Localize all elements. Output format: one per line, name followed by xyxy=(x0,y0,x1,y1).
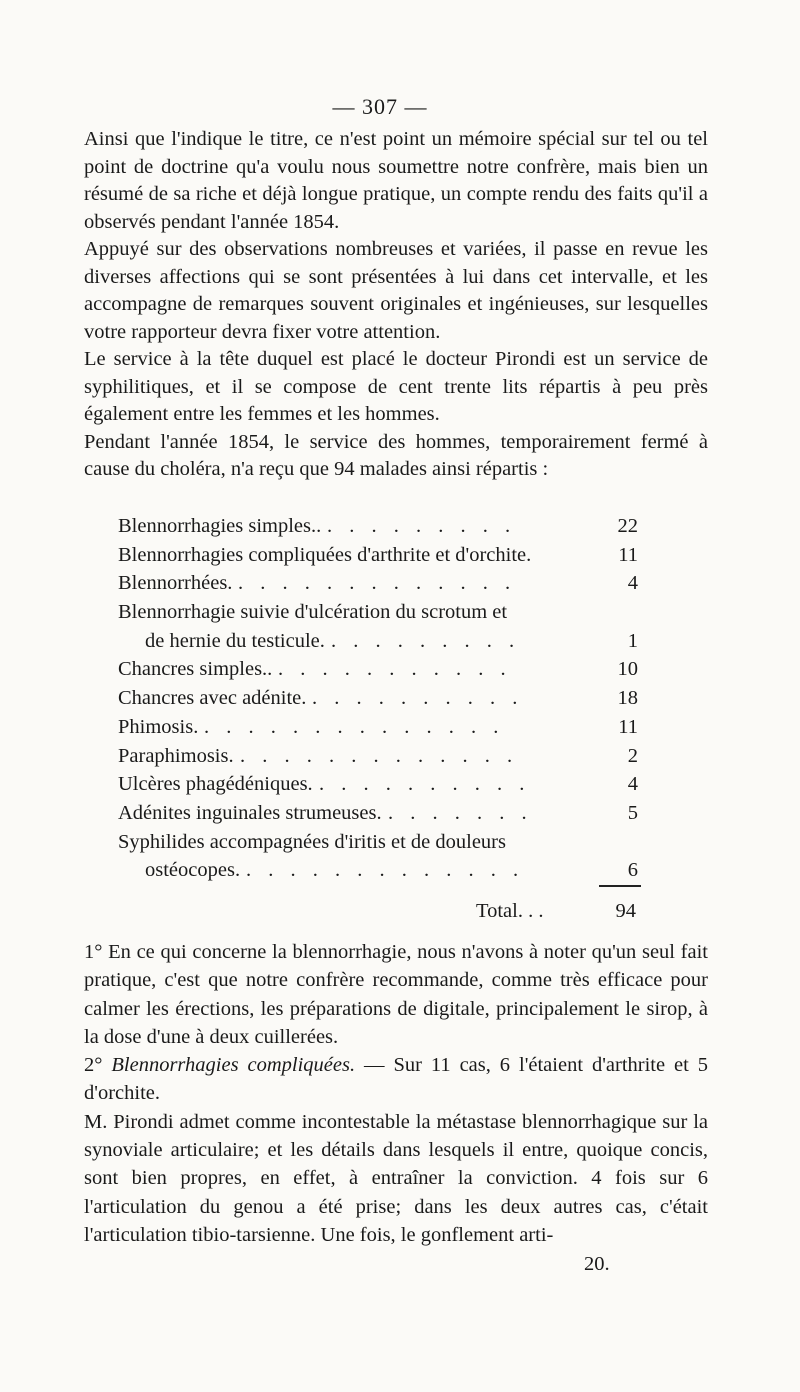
row-label: Blennorrhagies simples.. xyxy=(118,515,322,537)
paragraph-6-prefix: 2° xyxy=(84,1054,112,1077)
case-table xyxy=(118,512,648,885)
table-row xyxy=(118,627,648,656)
row-label: Syphilides accompagnées d'iritis et de douleurs xyxy=(118,830,506,853)
row-dot-leader: . . . . . . . . . . . . . . xyxy=(204,715,505,738)
row-label: Chancres simples.. xyxy=(118,658,273,681)
paragraph-6-heading: Blennorrhagies compliquées. xyxy=(111,1054,356,1077)
row-dot-leader: . . . . . . . . . . xyxy=(312,687,524,710)
row-label: Adénites inguinales strumeuses. xyxy=(118,801,382,824)
paragraph-1: Ainsi que l'indique le titre, ce n'est point un mémoire spécial sur tel ou tel point de doctrine qu'a voulu nous soumettre notre confrère, mais bien un résumé de sa riche et déjà longue pratique, un compte rendu des faits qu'il a observés pendant l'année 1854. xyxy=(84,128,708,233)
paragraph-6 xyxy=(84,1051,708,1108)
signature-mark: 20. xyxy=(584,1253,610,1275)
row-dot-leader: . . . . . . . . . . . . . xyxy=(238,572,517,595)
row-value: 18 xyxy=(617,687,638,710)
row-value: 1 xyxy=(627,629,638,652)
row-label: Phimosis. xyxy=(118,715,199,738)
table-row xyxy=(118,655,648,684)
table-row xyxy=(118,541,648,570)
table-row xyxy=(118,828,648,857)
row-value: 2 xyxy=(627,744,638,767)
row-label: Blennorrhées. xyxy=(118,572,233,595)
row-value: 11 xyxy=(618,543,638,566)
row-value: 6 xyxy=(627,859,638,882)
row-label: Blennorrhagie suivie d'ulcération du scrotum et xyxy=(118,601,508,624)
paragraph-6-text: — Sur 11 cas, 6 l'étaient d'arthrite et 5 d'orchite. xyxy=(84,1054,708,1105)
row-value: 10 xyxy=(617,658,638,681)
total-row xyxy=(476,897,646,925)
table-row xyxy=(118,684,648,713)
paragraph-3: Le service à la tête duquel est placé le docteur Pirondi est un service de syphilitiques, et il se compose de cent trente lits répartis à peu près également entre les femmes et les hommes. xyxy=(84,348,708,425)
row-value: 5 xyxy=(627,801,638,824)
table-row xyxy=(118,770,648,799)
row-value: 4 xyxy=(627,773,638,796)
discussion-text xyxy=(84,938,708,1249)
row-dot-leader: . . . . . . . . . . . xyxy=(278,658,512,681)
table-row xyxy=(118,598,648,627)
paragraph-4: Pendant l'année 1854, le service des hommes, temporairement fermé à cause du choléra, n'a reçu que 94 malades ainsi répartis : xyxy=(84,430,708,480)
row-label: Blennorrhagies compliquées d'arthrite et d'orchite. xyxy=(118,543,532,566)
paragraph-5: 1° En ce qui concerne la blennorrhagie, nous n'avons à noter qu'un seul fait pratique, c'est que notre confrère recommande, comme très efficace pour calmer les érections, les préparations de digitale, principalement le sirop, à la dose d'une à deux cuillerées. xyxy=(84,941,708,1048)
table-row xyxy=(118,856,648,885)
row-value: 4 xyxy=(627,572,638,595)
total-label: Total. . . xyxy=(476,900,544,922)
row-dot-leader: . . . . . . . . . . . . . xyxy=(246,859,525,882)
intro-text xyxy=(84,126,708,484)
row-dot-leader: . . . . . . . . . xyxy=(331,629,521,652)
total-value: 94 xyxy=(615,900,636,922)
table-row xyxy=(118,742,648,771)
row-dot-leader: . . . . . . . xyxy=(388,801,533,824)
total-rule xyxy=(599,885,641,887)
row-dot-leader: . . . . . . . . . . . . . xyxy=(240,744,519,767)
row-dot-leader: . . . . . . . . . . xyxy=(319,773,531,796)
paragraph-7: M. Pirondi admet comme incontestable la métastase blennorrhagique sur la synoviale articulaire; et les détails dans lesquels il entre, quoique concis, sont bien propres, en effet, à entraîner la conviction. 4 fois sur 6 l'articulation du genou a été prise; dans les deux autres cas, c'était l'articulation tibio-tarsienne. Une fois, le gonflement arti- xyxy=(84,1110,708,1246)
row-label: de hernie du testicule. xyxy=(145,629,325,652)
row-value: 11 xyxy=(618,715,638,738)
row-label: Chancres avec adénite. xyxy=(118,687,307,710)
row-value: 22 xyxy=(617,515,638,537)
row-label: Paraphimosis. xyxy=(118,744,234,767)
row-label: Ulcères phagédéniques. xyxy=(118,773,313,796)
page-number-header: — 307 — xyxy=(332,94,428,119)
row-label: ostéocopes. xyxy=(145,859,241,882)
paragraph-2: Appuyé sur des observations nombreuses et variées, il passe en revue les diverses affections qui se sont présentées à lui dans cet intervalle, et les accompagne de remarques souvent originales et ingénieuses, sur lesquelles votre rapporteur devra fixer votre attention. xyxy=(84,238,708,343)
table-row xyxy=(118,512,648,541)
table-row xyxy=(118,713,648,742)
row-dot-leader: . . . . . . . . . xyxy=(327,515,517,537)
table-row xyxy=(118,569,648,598)
table-row xyxy=(118,799,648,828)
